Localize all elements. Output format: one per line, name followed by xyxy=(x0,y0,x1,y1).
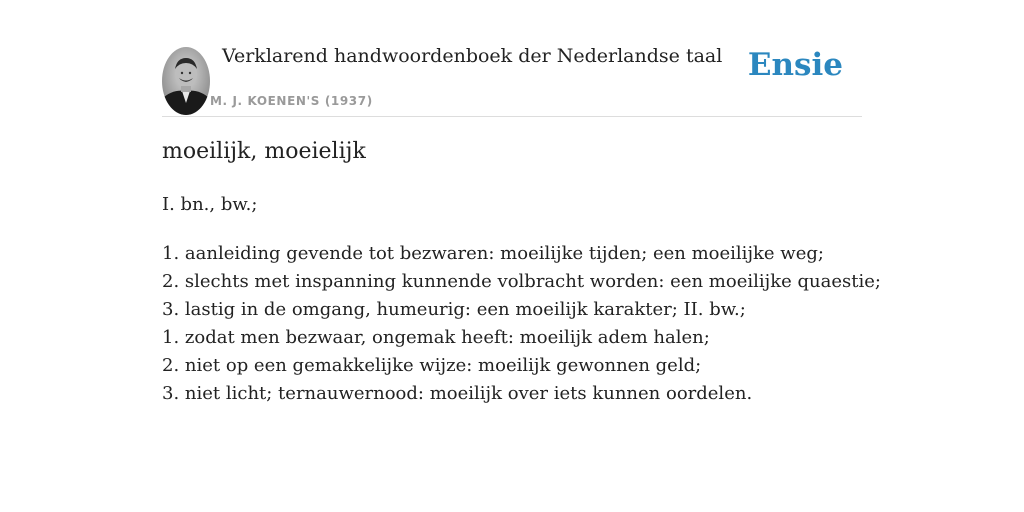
entry-grammar: I. bn., bw.; xyxy=(162,194,258,215)
definition-item: 2. niet op een gemakkelijke wijze: moeilijk gewonnen geld; xyxy=(162,355,702,376)
page-header xyxy=(162,0,862,117)
ensie-logo-link[interactable]: Ensie xyxy=(747,47,843,83)
definition-item: 1. aanleiding gevende tot bezwaren: moeilijke tijden; een moeilijke weg; xyxy=(162,243,824,264)
entry-headword: moeilijk, moeielijk xyxy=(162,139,366,164)
definition-item: 1. zodat men bezwaar, ongemak heeft: moeilijk adem halen; xyxy=(162,327,710,348)
definition-list xyxy=(162,240,881,408)
dictionary-title: Verklarend handwoordenboek der Nederlandse taal xyxy=(222,45,723,67)
definition-item: 3. niet licht; ternauwernood: moeilijk over iets kunnen oordelen. xyxy=(162,383,753,404)
dictionary-byline: M. J. KOENEN'S (1937) xyxy=(210,94,373,108)
definition-item: 3. lastig in de omgang, humeurig: een moeilijk karakter; II. bw.; xyxy=(162,299,746,320)
dictionary-entry-card xyxy=(162,0,881,512)
author-portrait xyxy=(162,47,210,115)
definition-item: 2. slechts met inspanning kunnende volbracht worden: een moeilijke quaestie; xyxy=(162,271,881,292)
